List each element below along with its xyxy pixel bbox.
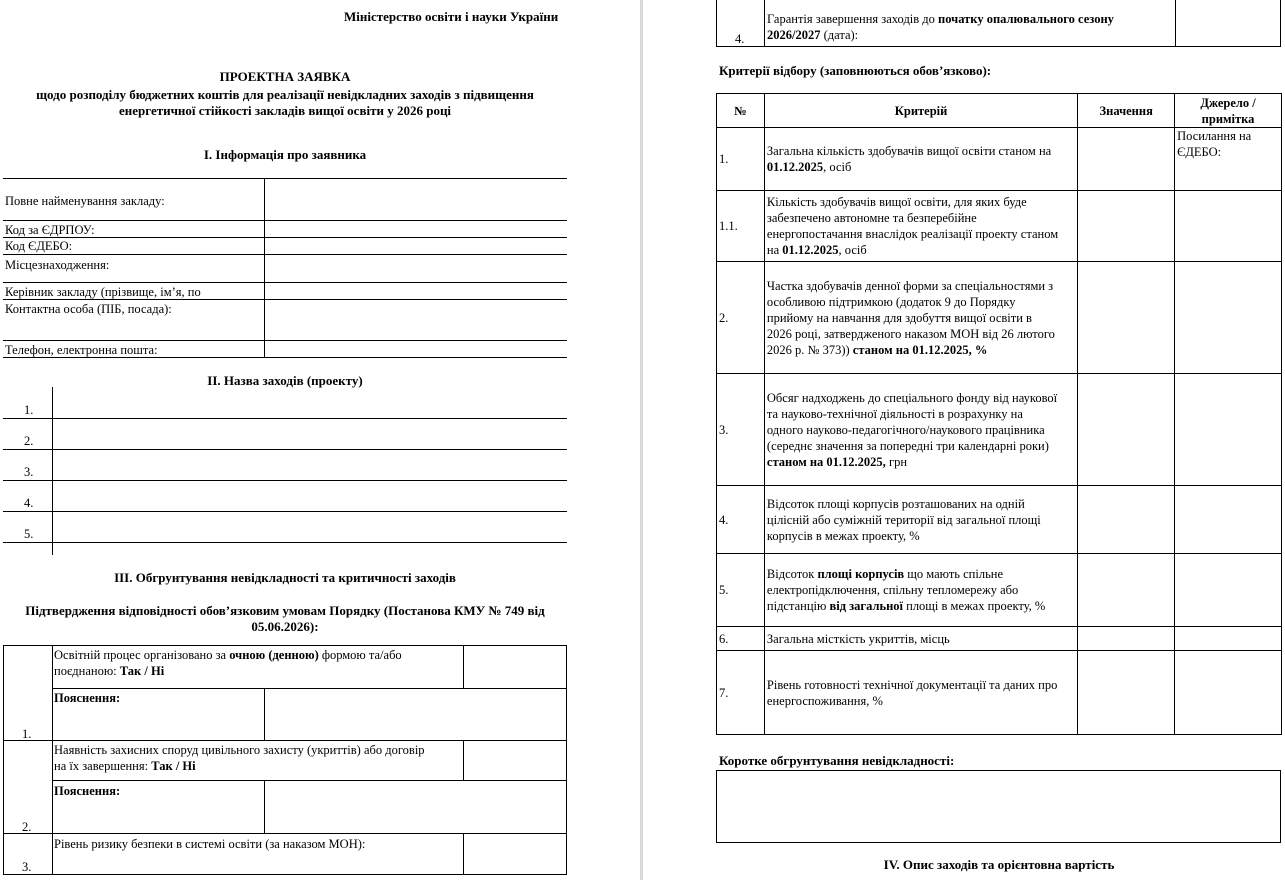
criterion-text: Загальна місткість укриттів, місць bbox=[764, 627, 1077, 651]
condition-2-answer[interactable] bbox=[465, 741, 566, 779]
guarantee-number: 4. bbox=[735, 32, 745, 46]
header-value: Значення bbox=[1078, 94, 1175, 128]
criterion-text: Загальна кількість здобувачів вищої освіти станом на 01.12.2025, осіб bbox=[764, 128, 1077, 191]
field-location-input[interactable] bbox=[266, 255, 565, 281]
field-edebo-input[interactable] bbox=[266, 238, 565, 253]
section-3-heading: ІІІ. Обгрунтування невідкладності та критичності заходів bbox=[114, 570, 456, 585]
measure-number: 1. bbox=[24, 403, 34, 417]
measure-number: 5. bbox=[24, 527, 34, 541]
criteria-table bbox=[716, 93, 1282, 735]
measure-input-5[interactable] bbox=[54, 512, 566, 541]
conditions-heading-2: 05.06.2026): bbox=[251, 619, 319, 634]
justification-heading: Коротке обгрунтування невідкладності: bbox=[719, 753, 955, 768]
criterion-value-input[interactable] bbox=[1078, 627, 1175, 651]
field-phone-input[interactable] bbox=[266, 341, 565, 356]
criteria-heading: Критерії відбору (заповнюються обов’язково): bbox=[719, 63, 992, 78]
criterion-text: Відсоток площі корпусів що мають спільне електропідключення, спільну тепломережу або підстанцію від загальної площі в межах проекту, % bbox=[764, 554, 1077, 627]
criterion-row bbox=[717, 554, 1282, 627]
document-subtitle-1: щодо розподілу бюджетних коштів для реалізації невідкладних заходів з підвищення bbox=[36, 87, 534, 102]
field-edebo-label: Код ЄДЕБО: bbox=[5, 239, 73, 253]
condition-number: 3. bbox=[22, 860, 32, 874]
condition-1-explanation-label: Пояснення: bbox=[54, 691, 121, 705]
condition-1-answer[interactable] bbox=[465, 646, 566, 687]
condition-number: 1. bbox=[22, 727, 32, 741]
field-full-name-label: Повне найменування закладу: bbox=[5, 194, 165, 208]
page-right bbox=[643, 0, 1285, 880]
guarantee-date-input[interactable] bbox=[1177, 1, 1279, 45]
criterion-source-input[interactable] bbox=[1175, 486, 1282, 554]
criterion-source-input[interactable] bbox=[1175, 554, 1282, 627]
condition-2-text: Наявність захисних споруд цивільного захисту (укриттів) або договір на їх завершення: Так / Ні bbox=[54, 743, 425, 773]
document-title: ПРОЕКТНА ЗАЯВКА bbox=[219, 69, 351, 84]
header-source: Джерело / примітка bbox=[1175, 94, 1282, 128]
criterion-text: Рівень готовності технічної документації та даних про енергоспоживання, % bbox=[764, 651, 1077, 735]
criterion-number: 3. bbox=[717, 374, 765, 486]
guarantee-text: Гарантія завершення заходів до початку опалювального сезону 2026/2027 (дата): bbox=[767, 12, 1114, 42]
criterion-number: 6. bbox=[717, 627, 765, 651]
field-edrpou-input[interactable] bbox=[266, 221, 565, 236]
section-1-heading: І. Інформація про заявника bbox=[203, 147, 367, 162]
criterion-source-input[interactable] bbox=[1175, 262, 1282, 374]
criterion-row bbox=[717, 651, 1282, 735]
condition-1-explanation-input[interactable] bbox=[266, 689, 566, 739]
condition-2-explanation-input[interactable] bbox=[266, 781, 566, 832]
criterion-number: 2. bbox=[717, 262, 765, 374]
criterion-number: 4. bbox=[717, 486, 765, 554]
field-contact-input[interactable] bbox=[266, 300, 565, 339]
document-subtitle-2: енергетичної стійкості закладів вищої освіти у 2026 році bbox=[118, 103, 452, 118]
criterion-source-input[interactable] bbox=[1175, 651, 1282, 735]
criterion-text: Частка здобувачів денної форми за спеціальностями з особливою підтримкою (додаток 9 до Порядку прийому на навчання для здобуття вищої освіти в 2026 році, затвердженого наказом МОН від 26 лютого 2026 р. № 373)) станом на 01.12.2025, % bbox=[764, 262, 1077, 374]
field-edrpou-label: Код за ЄДРПОУ: bbox=[5, 223, 95, 237]
criterion-value-input[interactable] bbox=[1078, 651, 1175, 735]
criterion-source-input[interactable] bbox=[1175, 374, 1282, 486]
condition-3-text: Рівень ризику безпеки в системі освіти (за наказом МОН): bbox=[54, 837, 366, 851]
measure-number: 3. bbox=[24, 465, 34, 479]
measure-number: 2. bbox=[24, 434, 34, 448]
criterion-source-input[interactable] bbox=[1175, 191, 1282, 262]
field-full-name-input[interactable] bbox=[266, 180, 565, 219]
criterion-value-input[interactable] bbox=[1078, 128, 1175, 191]
criterion-row bbox=[717, 128, 1282, 191]
page-left bbox=[0, 0, 640, 880]
criterion-number: 1. bbox=[717, 128, 765, 191]
field-phone-label: Телефон, електронна пошта: bbox=[5, 343, 158, 357]
criterion-source[interactable]: Посилання на ЄДЕБО: bbox=[1175, 128, 1282, 191]
criterion-text: Обсяг надходжень до спеціального фонду від наукової та науково-технічної діяльності в розрахунку на одного науково-педагогічного/наукового працівника (середнє значення за попередні три календарні роки) станом на 01.12.2025, грн bbox=[764, 374, 1077, 486]
criterion-row bbox=[717, 191, 1282, 262]
criterion-number: 5. bbox=[717, 554, 765, 627]
section-2-heading: ІІ. Назва заходів (проекту) bbox=[207, 373, 363, 388]
ministry-name: Міністерство освіти і науки України bbox=[344, 9, 559, 24]
field-head-label: Керівник закладу (прізвище, ім’я, по bbox=[5, 285, 201, 299]
criterion-source-input[interactable] bbox=[1175, 627, 1282, 651]
criterion-number: 1.1. bbox=[717, 191, 765, 262]
field-location-label: Місцезнаходження: bbox=[5, 258, 110, 272]
condition-3-answer[interactable] bbox=[465, 834, 566, 874]
section-4-heading: IV. Опис заходів та орієнтовна вартість bbox=[883, 857, 1115, 872]
criterion-value-input[interactable] bbox=[1078, 486, 1175, 554]
criterion-row bbox=[717, 627, 1282, 651]
criterion-number: 7. bbox=[717, 651, 765, 735]
header-criterion: Критерій bbox=[764, 94, 1077, 128]
field-contact-label: Контактна особа (ПІБ, посада): bbox=[5, 302, 172, 316]
conditions-heading-1: Підтвердження відповідності обов’язковим умовам Порядку (Постанова КМУ № 749 від bbox=[25, 603, 545, 618]
field-head-input[interactable] bbox=[266, 283, 565, 298]
criterion-text: Кількість здобувачів вищої освіти, для яких буде забезпечено автономне та безперебійне енергопостачання внаслідок реалізації проекту станом на 01.12.2025, осіб bbox=[764, 191, 1077, 262]
measure-number: 4. bbox=[24, 496, 34, 510]
criterion-text: Відсоток площі корпусів розташованих на одній цілісній або суміжній території від загальної площі корпусів в межах проекту, % bbox=[764, 486, 1077, 554]
criterion-value-input[interactable] bbox=[1078, 374, 1175, 486]
header-number: № bbox=[717, 94, 765, 128]
measure-input-4[interactable] bbox=[54, 481, 566, 510]
criterion-value-input[interactable] bbox=[1078, 262, 1175, 374]
criterion-value-input[interactable] bbox=[1078, 191, 1175, 262]
measure-input-2[interactable] bbox=[54, 419, 566, 448]
criterion-row bbox=[717, 262, 1282, 374]
criterion-row bbox=[717, 486, 1282, 554]
condition-1-text: Освітній процес організовано за очною (денною) формою та/або поєднаною: Так / Ні bbox=[54, 648, 402, 678]
criterion-row bbox=[717, 374, 1282, 486]
condition-number: 2. bbox=[22, 820, 32, 834]
condition-2-explanation-label: Пояснення: bbox=[54, 784, 121, 798]
criterion-value-input[interactable] bbox=[1078, 554, 1175, 627]
measure-input-1[interactable] bbox=[54, 388, 566, 417]
measure-input-3[interactable] bbox=[54, 450, 566, 479]
justification-input[interactable] bbox=[716, 770, 1281, 843]
